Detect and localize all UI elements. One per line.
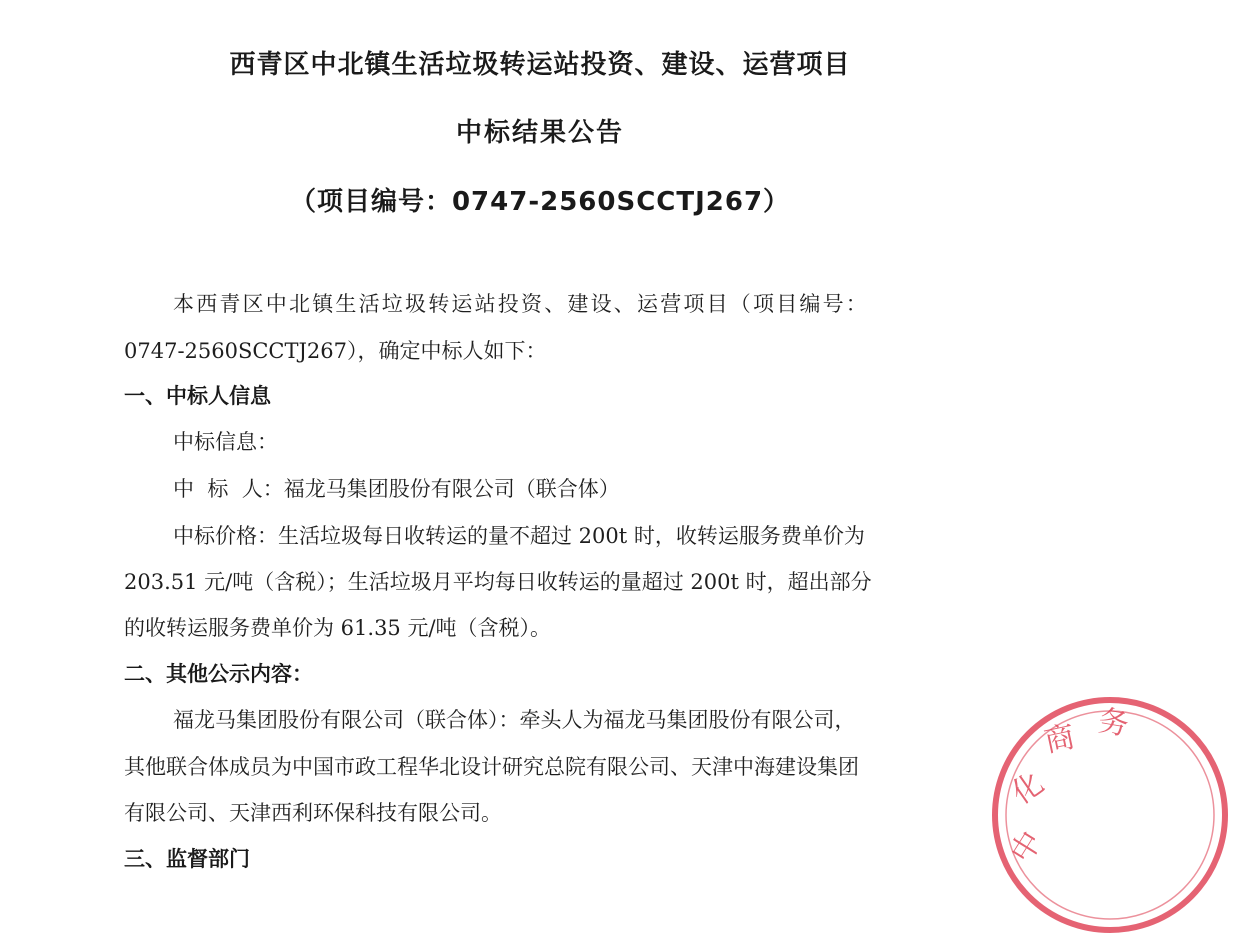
document-title: 西青区中北镇生活垃圾转运站投资、建设、运营项目 — [229, 50, 851, 80]
seal-char-3: 商 — [1041, 719, 1079, 760]
consortium-line-2: 其他联合体成员为中国市政工程华北设计研究总院有限公司、天津中海建设集团 — [124, 755, 859, 779]
official-seal-stamp — [985, 690, 1235, 940]
intro-line-1: 本西青区中北镇生活垃圾转运站投资、建设、运营项目（项目编号： — [173, 292, 869, 316]
consortium-line-1: 福龙马集团股份有限公司（联合体）：牵头人为福龙马集团股份有限公司， — [173, 708, 856, 732]
section-heading-supervision: 三、监督部门 — [124, 847, 250, 871]
intro-line-2: 0747-2560SCCTJ267），确定中标人如下： — [124, 339, 547, 363]
document-subtitle: 中标结果公告 — [455, 118, 624, 148]
price-line-2: 203.51 元/吨（含税）；生活垃圾月平均每日收转运的量超过 200t 时，超出部分 — [124, 570, 872, 594]
section-heading-winner-info: 一、中标人信息 — [124, 384, 271, 408]
price-line-1: 中标价格：生活垃圾每日收转运的量不超过 200t 时，收转运服务费单价为 — [173, 524, 865, 548]
seal-char-4: 务 — [1095, 703, 1132, 744]
project-number: （项目编号：0747-2560SCCTJ267） — [289, 187, 791, 217]
seal-char-2: 化 — [1005, 765, 1051, 812]
winner-info-label: 中标信息： — [173, 430, 278, 454]
winner-name: 中 标 人：福龙马集团股份有限公司（联合体） — [173, 477, 620, 501]
consortium-line-3: 有限公司、天津西利环保科技有限公司。 — [124, 801, 502, 825]
seal-char-1: 中 — [1004, 825, 1050, 870]
price-line-3: 的收转运服务费单价为 61.35 元/吨（含税）。 — [124, 616, 552, 640]
section-heading-other-info: 二、其他公示内容： — [124, 662, 313, 686]
